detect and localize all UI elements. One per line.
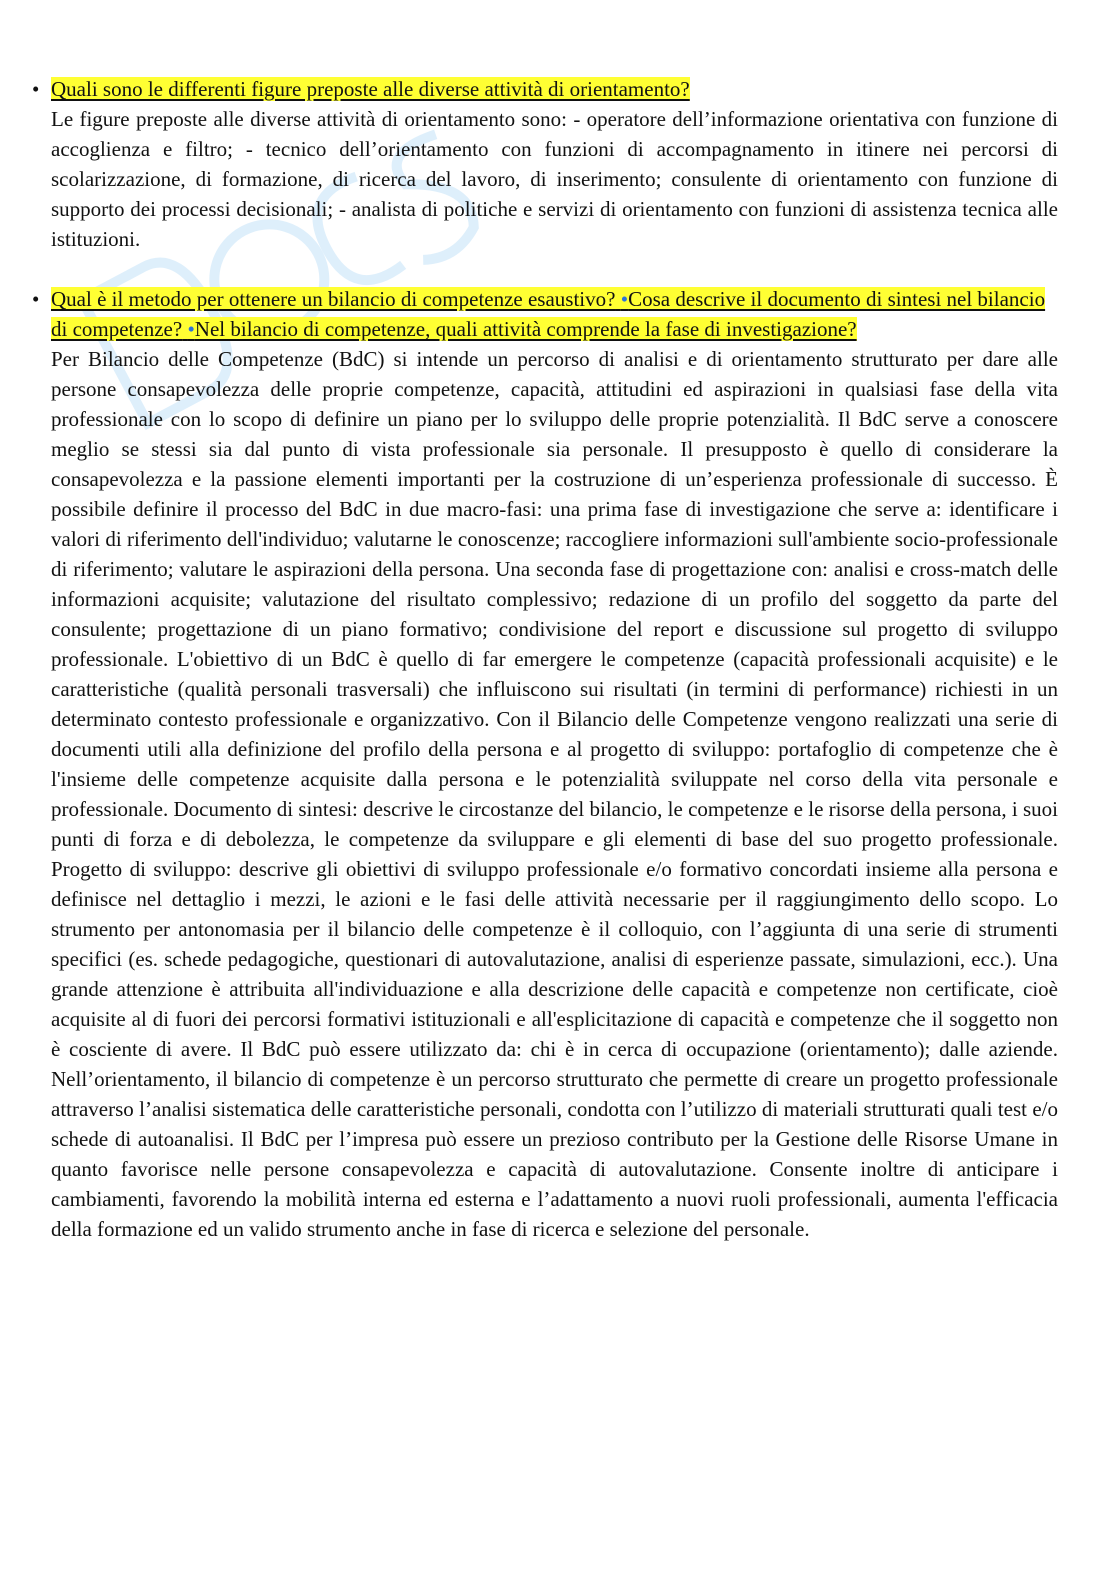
question-1-text: Quali sono le differenti figure preposte alle diverse attività di orientamento? [51,77,690,101]
question-2 [32,284,1058,344]
bullet-icon: • [620,287,629,311]
question-2b-text: Cosa descrive il documento di sintesi nel bilancio di competenze? [51,287,1046,341]
answer-2: Per Bilancio delle Competenze (BdC) si intende un percorso di analisi e di orientamento strutturato per dare alle persone consapevolezza delle proprie competenze, capacità, attitudini ed aspirazioni in qualsiasi fase della vita professionale con lo scopo di definire un piano per lo sviluppo delle proprie potenzialità. Il BdC serve a conoscere meglio se stessi sia dal punto di vista professionale sia personale. Il presupposto è quello di considerare la consapevolezza e la passione elementi importanti per la costruzione di un’esperienza professionale di successo. È possibile definire il processo del BdC in due macro-fasi: una prima fase di investigazione che serve a: identificare i valori di riferimento dell'individuo; valutarne le conoscenze; raccogliere informazioni sull'ambiente socio-professionale di riferimento; valutare le aspirazioni della persona. Una seconda fase di progettazione con: analisi e cross-match delle informazioni acquisite; valutazione del risultato complessivo; redazione di un profilo del soggetto da parte del consulente; progettazione di un piano formativo; condivisione del report e discussione sul progetto di sviluppo professionale. L'obiettivo di un BdC è quello di far emergere le competenze (capacità professionali acquisite) e le caratteristiche (qualità personali trasversali) che influiscono sui risultati (in termini di performance) richiesti in un determinato contesto professionale e organizzativo. Con il Bilancio delle Competenze vengono realizzati una serie di documenti utili alla definizione del profilo della persona e al progetto di sviluppo: portafoglio di competenze che è l'insieme delle competenze acquisite dalla persona e le potenzialità sviluppate nel corso della vita personale e professionale. Documento di sintesi: descrive le circostanze del bilancio, le competenze e le risorse della persona, i suoi punti di forza e di debolezza, le competenze da sviluppare e gli elementi di base del suo progetto professionale. Progetto di sviluppo: descrive gli obiettivi di sviluppo professionale e/o formativo concordati insieme alla persona e definisce nel dettaglio i mezzi, le azioni e le fasi delle attività necessarie per il raggiungimento dello scopo. Lo strumento per antonomasia per il bilancio delle competenze è il colloquio, con l’aggiunta di una serie di strumenti specifici (es. schede pedagogiche, questionari di autovalutazione, analisi di esperienze passate, simulazioni, ecc.). Una grande attenzione è attribuita all'individuazione e alla descrizione delle capacità e competenze non certificate, cioè acquisite al di fuori dei percorsi formativi istituzionali e all'esplicitazione di capacità e competenze che il soggetto non è cosciente di avere. Il BdC può essere utilizzato da: chi è in cerca di occupazione (orientamento); dalle aziende. Nell’orientamento, il bilancio di competenze è un percorso strutturato che permette di creare un progetto professionale attraverso l’analisi sistematica delle caratteristiche personali, condotta con l’utilizzo di materiali strutturati quali test e/o schede di autoanalisi. Il BdC per l’impresa può essere un prezioso contributo per la Gestione delle Risorse Umane in quanto favorisce nelle persone consapevolezza e capacità di autovalutazione. Consente inoltre di anticipare i cambiamenti, favorendo la mobilità interna ed esterna e l’adattamento a nuovi ruoli professionali, aumenta l'efficacia della formazione ed un valido strumento anche in fase di ricerca e selezione del personale. [51,347,1058,1241]
answer-1: Le figure preposte alle diverse attività di orientamento sono: - operatore dell’informazione orientativa con funzione di accoglienza e filtro; - tecnico dell’orientamento con funzioni di accompagnamento in itinere nei percorsi di scolarizzazione, di formazione, di ricerca del lavoro, di inserimento; consulente di orientamento con funzione di supporto dei processi decisionali; - analista di politiche e servizi di orientamento con funzioni di assistenza tecnica alle istituzioni. [51,107,1058,251]
bullet-icon: • [187,317,195,341]
bullet-icon: • [32,287,40,311]
bullet-icon: • [32,77,40,101]
question-2a-text: Qual è il metodo per ottenere un bilancio di competenze esaustivo? [51,287,616,311]
question-2c-text: Nel bilancio di competenze, quali attività comprende la fase di investigazione? [194,317,857,341]
document-body [32,74,1058,1244]
question-1 [32,74,1058,104]
